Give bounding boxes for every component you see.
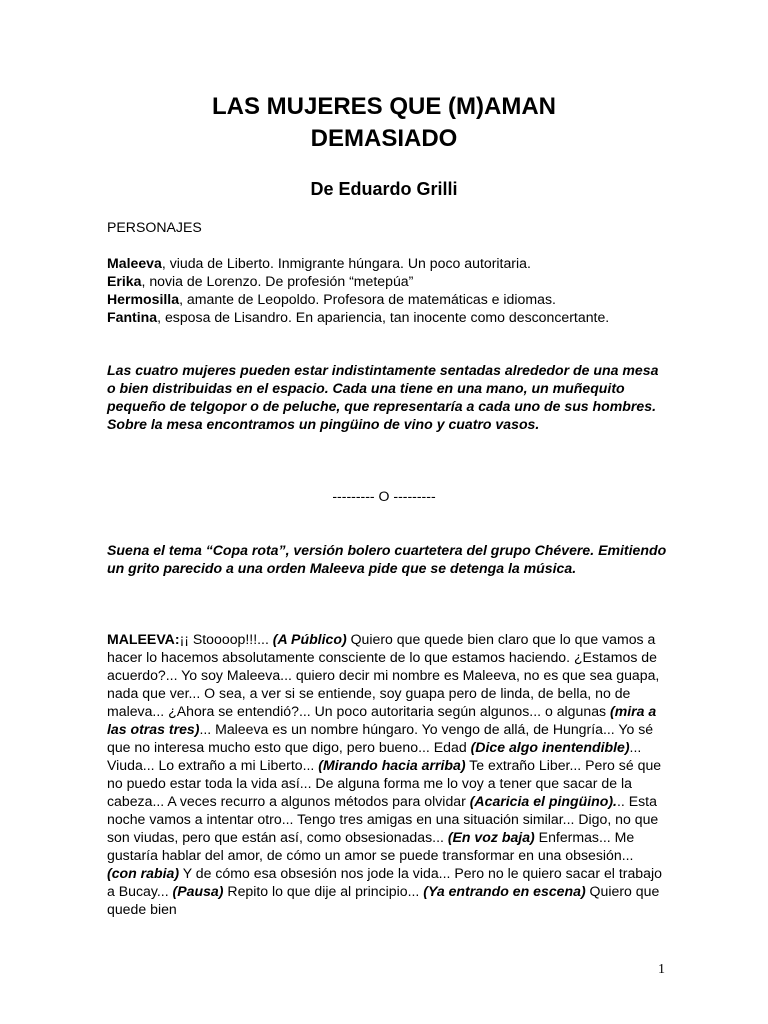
stage-aside: (con rabia) — [107, 865, 180, 881]
maleeva-monologue — [107, 630, 667, 918]
page-number: 1 — [658, 962, 665, 977]
dialogue-text: ¡¡ Stoooop!!!... — [179, 631, 273, 647]
dialogue-text: .. Esta noche vamos a intentar otro... Tengo tres amigas en una situación similar... Digo, no que son viudas, pero que están así, como obsesionadas... — [107, 793, 659, 845]
character-description: , viuda de Liberto. Inmigrante húngara. Un poco autoritaria. — [161, 255, 531, 271]
character-description: , novia de Lorenzo. De profesión “metepúa” — [141, 273, 414, 289]
character-row — [107, 254, 667, 272]
personajes-heading: PERSONAJES — [107, 219, 202, 235]
stage-aside: (Pausa) — [172, 883, 224, 899]
character-name: Hermosilla — [107, 291, 180, 307]
stage-aside: (A Público) — [272, 631, 347, 647]
dialogue-text: Quiero que quede bien claro que lo que vamos a hacer lo hacemos absolutamente consciente de lo que estamos haciendo. ¿Estamos de acuerdo?... Yo soy Maleeva... quiero decir mi nombre es Maleeva, no es que sea guapa, nada que ver... O sea, a ver si se entiende, soy guapa pero de linda, de bella, no de maleva... ¿Ahora se entendió?... Un poco autoritaria según algunos... o algunas — [107, 631, 660, 719]
dialogue-text: Quiero que quede bien — [107, 883, 660, 917]
character-description: , amante de Leopoldo. Profesora de matemáticas e idiomas. — [179, 291, 556, 307]
dialogue-text: Repito lo que dije al principio... — [223, 883, 424, 899]
title-line-1: LAS MUJERES QUE (M)AMAN — [211, 93, 556, 120]
author-line: De Eduardo Grilli — [310, 179, 458, 199]
character-name: Erika — [107, 273, 142, 289]
stage-aside: (En voz baja) — [447, 829, 535, 845]
character-row — [107, 272, 667, 290]
dialogue-text: ... Maleeva es un nombre húngaro. Yo vengo de allá, de Hungría... Yo sé que no interesa mucho esto que digo, pero bueno... Edad — [107, 721, 654, 755]
stage-aside: (Mirando hacia arriba) — [318, 757, 466, 773]
speaker-name: MALEEVA: — [107, 631, 180, 647]
character-name: Maleeva — [107, 255, 162, 271]
dialogue-text: Te extraño Liber... Pero sé que no puedo estar toda la vida así... De alguna forma me lo voy a tener que sacar de la cabeza... A veces recurro a algunos métodos para olvidar — [107, 757, 662, 809]
dialogue-text: ... Viuda... Lo extraño a mi Liberto... — [107, 739, 642, 773]
title-line-2: DEMASIADO — [310, 125, 458, 152]
stage-aside: (mira a las otras tres) — [107, 703, 657, 737]
character-name: Fantina — [107, 309, 158, 325]
stage-aside: (Dice algo inentendible) — [470, 739, 630, 755]
scene-separator: --------- O --------- — [332, 488, 436, 504]
character-list — [107, 254, 667, 326]
stage-direction-setting: Las cuatro mujeres pueden estar indistintamente sentadas alrededor de una mesa o bien distribuidas en el espacio. Cada una tiene en una mano, un muñequito pequeño de telgopor o de peluche, que representaría a cada uno de sus hombres. Sobre la mesa encontramos un pingüino de vino y cuatro vasos. — [107, 362, 659, 432]
stage-direction-music: Suena el tema “Copa rota”, versión bolero cuartetera del grupo Chévere. Emitiendo un grito parecido a una orden Maleeva pide que se detenga la música. — [107, 542, 667, 576]
stage-aside: (Ya entrando en escena) — [423, 883, 586, 899]
character-row — [107, 308, 667, 326]
character-row — [107, 290, 667, 308]
dialogue-text: Y de cómo esa obsesión nos jode la vida... Pero no le quiero sacar el trabajo a Bucay... — [107, 865, 662, 899]
play-title — [0, 91, 768, 155]
stage-aside: (Acaricia el pingüino). — [469, 793, 617, 809]
character-description: , esposa de Lisandro. En apariencia, tan inocente como desconcertante. — [157, 309, 610, 325]
dialogue-text: Enfermas... Me gustaría hablar del amor, de cómo un amor se puede transformar en una obsesión... — [107, 829, 635, 863]
